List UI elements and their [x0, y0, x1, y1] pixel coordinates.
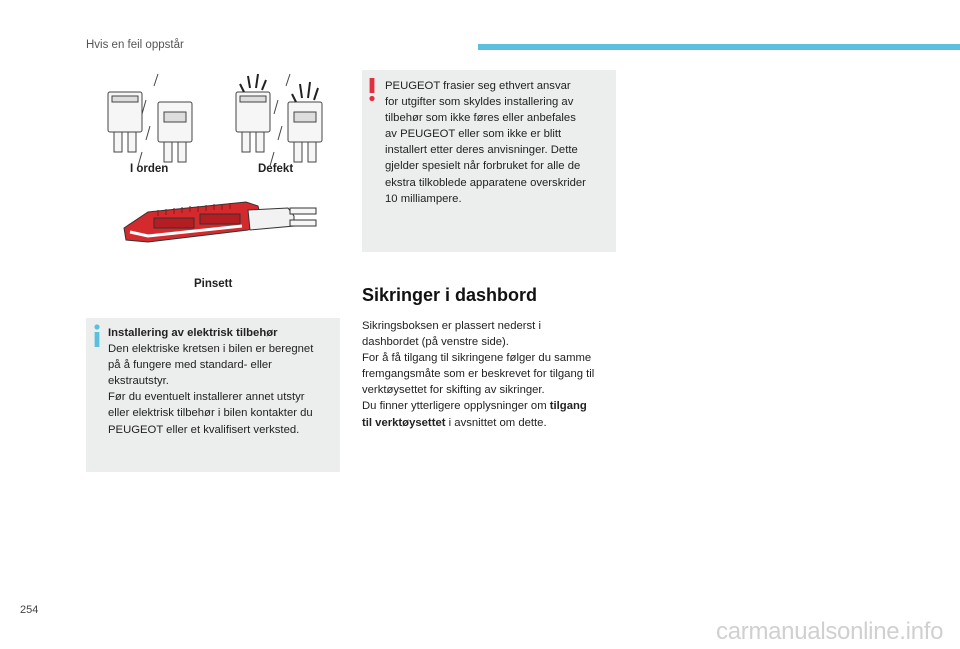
fuse-ok-front [158, 102, 192, 162]
info-line: ekstrautstyr. [108, 375, 169, 388]
section-line: For å få tilgang til sikringene følger du samme [362, 352, 592, 365]
section-line: fremgangsmåte som er beskrevet for tilgang til [362, 368, 595, 381]
section-title: Sikringer i dashbord [362, 285, 538, 305]
tweezer-illustration [118, 196, 324, 254]
tweezer-label: Pinsett [194, 278, 233, 290]
fuse-defect-label: Defekt [258, 163, 294, 175]
warning-icon [367, 78, 377, 102]
page-header-title: Hvis en feil oppstår [86, 39, 184, 51]
info-line: Før du eventuelt installerer annet utstyr [108, 391, 305, 404]
section-text-suffix: i avsnittet om dette. [445, 416, 547, 429]
info-heading: Installering av elektrisk tilbehør [108, 327, 278, 339]
warning-line: 10 milliampere. [385, 192, 462, 205]
info-icon [92, 324, 102, 348]
section-line-mixed [362, 415, 616, 431]
section-line: Sikringsboksen er plassert nederst i [362, 320, 541, 332]
fuse-ok-label: I orden [130, 163, 169, 175]
info-line: Den elektriske kretsen i bilen er beregnet [108, 343, 314, 356]
warning-line: av PEUGEOT eller som ikke er blitt [385, 128, 562, 141]
fuse-defect-front [288, 102, 322, 162]
fuse-ok-back [108, 92, 142, 152]
warning-line: gjelder spesielt når forbruket for alle de [385, 160, 581, 173]
section-text [362, 318, 616, 431]
warning-line: ekstra tilkoblede apparatene overskrider [385, 176, 586, 189]
fuse-defect-back [236, 92, 270, 152]
section-line: verktøysettet for skifting av sikringer. [362, 384, 545, 397]
section-line: dashbordet (på venstre side). [362, 336, 509, 349]
warning-line: PEUGEOT frasier seg ethvert ansvar [385, 80, 571, 92]
info-line: PEUGEOT eller et kvalifisert verksted. [108, 423, 300, 436]
warning-line: for utgifter som skyldes installering av [385, 96, 574, 109]
section-text-prefix: Du finner ytterligere opplysninger om [362, 400, 550, 413]
info-line: eller elektrisk tilbehør i bilen kontakter du [108, 407, 313, 420]
watermark: carmanualsonline.info [716, 618, 944, 645]
warning-line: tilbehør som ikke føres eller anbefales [385, 112, 576, 125]
section-line-mixed [362, 398, 616, 414]
info-text [108, 325, 334, 438]
header-accent-bar [478, 44, 960, 50]
warning-line: installert etter deres anvisninger. Dette [385, 144, 578, 157]
section-text-bold-1: tilgang [549, 400, 587, 413]
section-text-bold-2: til verktøysettet [362, 416, 446, 429]
warning-text [385, 78, 611, 207]
info-line: på å fungere med standard- eller [108, 359, 272, 372]
page-number: 254 [20, 604, 39, 616]
